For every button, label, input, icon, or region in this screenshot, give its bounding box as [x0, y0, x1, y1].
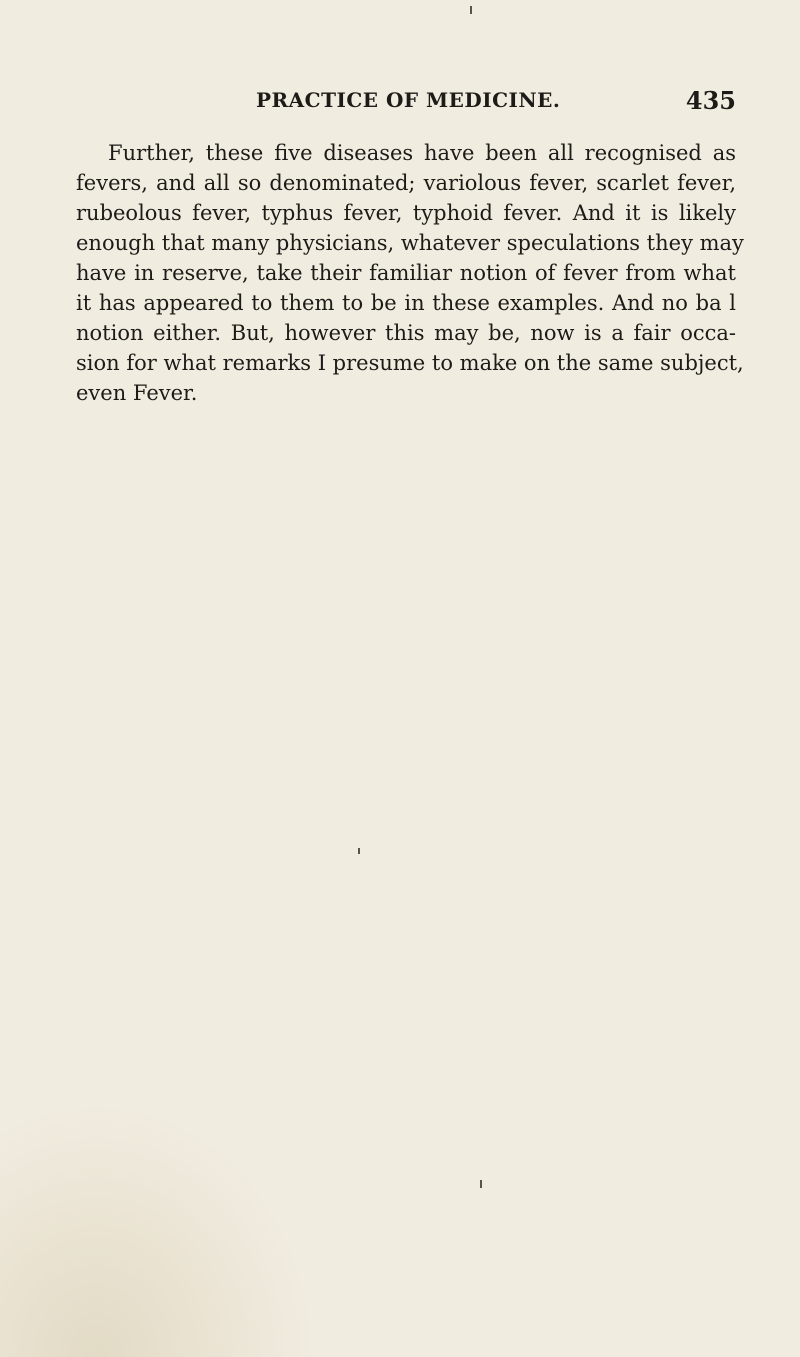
running-head [76, 88, 736, 120]
text-line: it has appeared to them to be in these examples. And no ba l [76, 291, 736, 315]
ink-speck [480, 1180, 482, 1188]
text-line: even Fever. [76, 381, 198, 405]
text-line: fevers, and all so denominated; variolous fever, scarlet fever, [76, 171, 736, 195]
page-number: 435 [685, 86, 736, 115]
body-paragraph [76, 138, 744, 408]
paper-stain [0, 1097, 320, 1357]
text-line: sion for what remarks I presume to make on the same subject, [76, 351, 744, 375]
text-line: enough that many physicians, whatever speculations they may [76, 231, 744, 255]
text-line: have in reserve, take their familiar notion of fever from what [76, 261, 736, 285]
text-line: rubeolous fever, typhus fever, typhoid fever. And it is likely [76, 201, 736, 225]
text-line: Further, these five diseases have been all recognised as [108, 141, 736, 165]
text-line: notion either. But, however this may be, now is a fair occa- [76, 321, 736, 345]
ink-speck [358, 848, 360, 854]
ink-speck [470, 6, 472, 14]
running-title: PRACTICE OF MEDICINE. [256, 88, 561, 112]
